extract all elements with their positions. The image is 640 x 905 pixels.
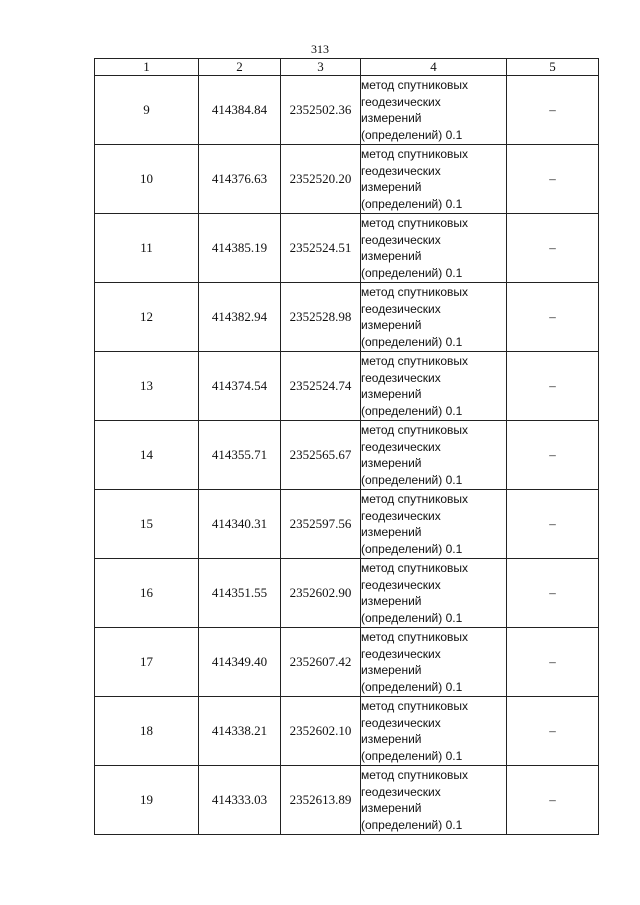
coordinates-table	[94, 58, 599, 835]
method-line: (определений) 0.1	[361, 403, 463, 418]
x-coordinate-cell: 414340.31	[199, 490, 281, 559]
method-line: (определений) 0.1	[361, 472, 463, 487]
method-cell	[361, 76, 507, 145]
method-line: геодезических	[361, 439, 441, 454]
method-line: метод спутниковых	[361, 216, 469, 230]
table-row	[95, 766, 599, 835]
page-number: 313	[311, 42, 329, 56]
method-line: (определений) 0.1	[361, 334, 463, 349]
x-coordinate-cell: 414355.71	[199, 421, 281, 490]
y-coordinate-cell: 2352602.10	[281, 697, 361, 766]
note-cell: –	[507, 766, 599, 835]
method-line: измерений	[361, 663, 422, 677]
method-line: измерений	[361, 594, 422, 608]
point-number-cell: 19	[95, 766, 199, 835]
method-line: метод спутниковых	[361, 630, 469, 644]
point-number-cell: 11	[95, 214, 199, 283]
x-coordinate-cell: 414374.54	[199, 352, 281, 421]
point-number-cell: 16	[95, 559, 199, 628]
point-number-cell: 14	[95, 421, 199, 490]
method-line: метод спутниковых	[361, 768, 469, 782]
method-line: геодезических	[361, 715, 441, 730]
method-cell	[361, 283, 507, 352]
point-number-cell: 10	[95, 145, 199, 214]
method-line: измерений	[361, 525, 422, 539]
table-row	[95, 214, 599, 283]
note-cell: –	[507, 697, 599, 766]
y-coordinate-cell: 2352520.20	[281, 145, 361, 214]
note-cell: –	[507, 283, 599, 352]
method-cell	[361, 628, 507, 697]
x-coordinate-cell: 414338.21	[199, 697, 281, 766]
column-header: 4	[361, 59, 507, 76]
table-body	[95, 76, 599, 835]
table-row	[95, 628, 599, 697]
method-line: метод спутниковых	[361, 354, 469, 368]
method-line: геодезических	[361, 301, 441, 316]
method-line: измерений	[361, 387, 422, 401]
method-line: метод спутниковых	[361, 492, 469, 506]
y-coordinate-cell: 2352602.90	[281, 559, 361, 628]
column-header: 2	[199, 59, 281, 76]
method-cell	[361, 490, 507, 559]
method-line: метод спутниковых	[361, 147, 469, 161]
x-coordinate-cell: 414382.94	[199, 283, 281, 352]
method-line: (определений) 0.1	[361, 127, 463, 142]
method-line: (определений) 0.1	[361, 679, 463, 694]
method-line: измерений	[361, 111, 422, 125]
method-cell	[361, 352, 507, 421]
note-cell: –	[507, 628, 599, 697]
method-cell	[361, 697, 507, 766]
point-number-cell: 13	[95, 352, 199, 421]
note-cell: –	[507, 214, 599, 283]
method-line: (определений) 0.1	[361, 610, 463, 625]
method-line: метод спутниковых	[361, 78, 469, 92]
table-header-row	[95, 59, 599, 76]
method-line: метод спутниковых	[361, 423, 469, 437]
x-coordinate-cell: 414376.63	[199, 145, 281, 214]
method-cell	[361, 145, 507, 214]
method-line: измерений	[361, 801, 422, 815]
x-coordinate-cell: 414384.84	[199, 76, 281, 145]
method-line: измерений	[361, 732, 422, 746]
y-coordinate-cell: 2352565.67	[281, 421, 361, 490]
note-cell: –	[507, 421, 599, 490]
y-coordinate-cell: 2352613.89	[281, 766, 361, 835]
method-line: геодезических	[361, 508, 441, 523]
point-number-cell: 15	[95, 490, 199, 559]
method-line: (определений) 0.1	[361, 748, 463, 763]
method-line: геодезических	[361, 577, 441, 592]
method-line: (определений) 0.1	[361, 265, 463, 280]
y-coordinate-cell: 2352597.56	[281, 490, 361, 559]
method-line: геодезических	[361, 232, 441, 247]
note-cell: –	[507, 559, 599, 628]
method-line: геодезических	[361, 163, 441, 178]
method-line: (определений) 0.1	[361, 817, 463, 832]
table-row	[95, 559, 599, 628]
method-line: геодезических	[361, 784, 441, 799]
y-coordinate-cell: 2352607.42	[281, 628, 361, 697]
method-line: (определений) 0.1	[361, 196, 463, 211]
y-coordinate-cell: 2352528.98	[281, 283, 361, 352]
x-coordinate-cell: 414349.40	[199, 628, 281, 697]
point-number-cell: 18	[95, 697, 199, 766]
method-line: измерений	[361, 180, 422, 194]
table-row	[95, 76, 599, 145]
method-line: метод спутниковых	[361, 699, 469, 713]
table-row	[95, 283, 599, 352]
method-line: метод спутниковых	[361, 285, 469, 299]
x-coordinate-cell: 414333.03	[199, 766, 281, 835]
note-cell: –	[507, 352, 599, 421]
method-line: измерений	[361, 456, 422, 470]
column-header: 5	[507, 59, 599, 76]
table-row	[95, 490, 599, 559]
method-line: геодезических	[361, 94, 441, 109]
method-cell	[361, 214, 507, 283]
method-line: измерений	[361, 249, 422, 263]
method-cell	[361, 766, 507, 835]
y-coordinate-cell: 2352524.51	[281, 214, 361, 283]
point-number-cell: 9	[95, 76, 199, 145]
note-cell: –	[507, 76, 599, 145]
note-cell: –	[507, 145, 599, 214]
point-number-cell: 12	[95, 283, 199, 352]
table-row	[95, 352, 599, 421]
method-line: (определений) 0.1	[361, 541, 463, 556]
method-line: метод спутниковых	[361, 561, 469, 575]
y-coordinate-cell: 2352502.36	[281, 76, 361, 145]
method-line: измерений	[361, 318, 422, 332]
note-cell: –	[507, 490, 599, 559]
column-header: 1	[95, 59, 199, 76]
point-number-cell: 17	[95, 628, 199, 697]
table-row	[95, 697, 599, 766]
method-line: геодезических	[361, 646, 441, 661]
y-coordinate-cell: 2352524.74	[281, 352, 361, 421]
method-cell	[361, 559, 507, 628]
table-row	[95, 145, 599, 214]
column-header: 3	[281, 59, 361, 76]
method-line: геодезических	[361, 370, 441, 385]
x-coordinate-cell: 414385.19	[199, 214, 281, 283]
table-row	[95, 421, 599, 490]
x-coordinate-cell: 414351.55	[199, 559, 281, 628]
method-cell	[361, 421, 507, 490]
